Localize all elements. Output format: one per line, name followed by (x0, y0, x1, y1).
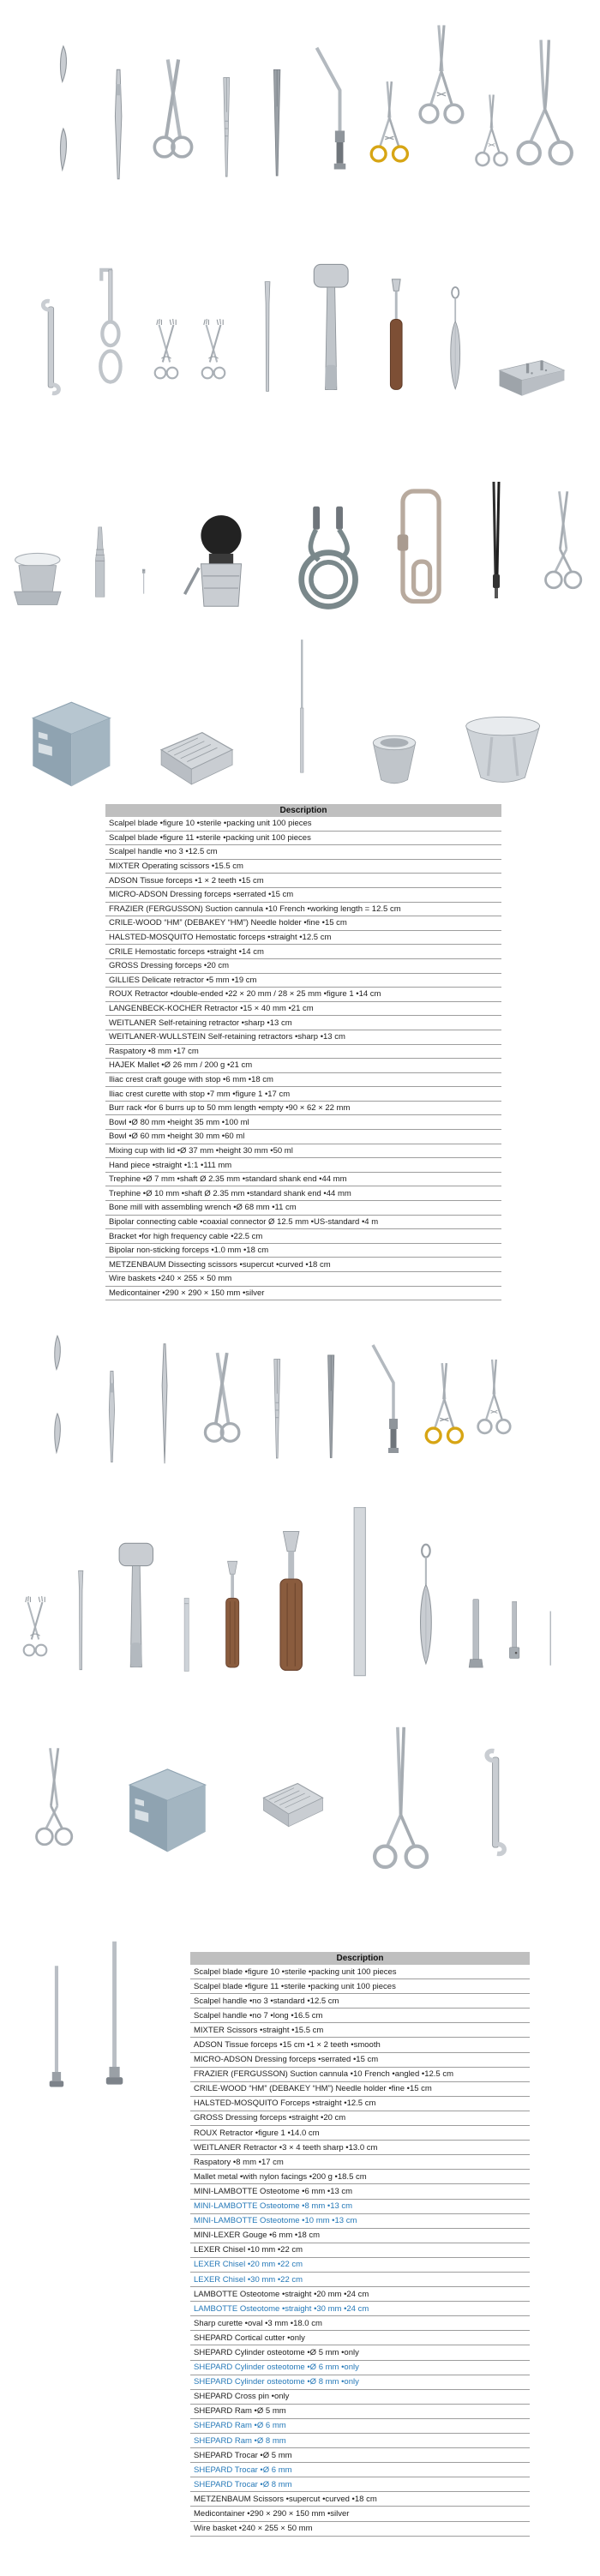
instrument-photo-row-6 (17, 1496, 566, 1680)
pin-rod-image (536, 1601, 566, 1680)
table-row: SHEPARD Cylinder osteotome •Ø 6 mm •only (190, 2361, 530, 2375)
medicontainer-image (118, 1751, 217, 1854)
table-row: ROUX Retractor •double-ended •22 × 20 mm / 28 × 25 mm •figure 1 •14 cm (105, 988, 501, 1002)
table-row: Scalpel blade •figure 11 •sterile •packing unit 100 pieces (190, 1979, 530, 1994)
table-row: Trephine •Ø 7 mm •shaft Ø 2.35 mm •standard shank end •44 mm (105, 1173, 501, 1187)
table-row: Bipolar non-sticking forceps •1.0 mm •18 cm (105, 1244, 501, 1258)
table-row: METZENBAUM Scissors •supercut •curved •18 cm (190, 2492, 530, 2507)
table-row: MINI-LAMBOTTE Osteotome •10 mm •13 cm (190, 2214, 530, 2229)
needle-holder-gold-image (368, 73, 411, 189)
scalpel-blades-image (34, 39, 91, 189)
osteotome-small-image (208, 1552, 256, 1680)
scalpel-handle-image (94, 60, 142, 189)
table-row: SHEPARD Trocar •Ø 8 mm (190, 2477, 530, 2492)
table-row: CRILE-WOOD “HM” (DEBAKEY “HM”) Needle holder •fine •15 cm (105, 916, 501, 931)
table-row: Iliac crest curette with stop •7 mm •figure 1 •17 cm (105, 1087, 501, 1102)
table-row: LEXER Chisel •30 mm •22 cm (190, 2273, 530, 2287)
mixing-cup-image (9, 549, 67, 610)
table-row: Scalpel handle •no 3 •standard •12.5 cm (190, 1994, 530, 2009)
trocar-rod-image (83, 1933, 146, 2100)
chisel-long-image (326, 1498, 394, 1680)
table-row: HALSTED-MOSQUITO Forceps •straight •12.5 cm (190, 2097, 530, 2111)
hemostat-image (474, 1350, 514, 1457)
table-row: Bipolar connecting cable •coaxial connector Ø 12.5 mm •US-standard •4 m (105, 1216, 501, 1230)
table-row: SHEPARD Cylinder osteotome •Ø 8 mm •only (190, 2375, 530, 2390)
roux-retractor-image (472, 1740, 519, 1864)
table-row: FRAZIER (FERGUSSON) Suction cannula •10 French •working length = 12.5 cm (105, 903, 501, 917)
table-row: MICRO-ADSON Dressing forceps •serrated •15 cm (105, 888, 501, 903)
table-1-header: Description (105, 804, 501, 817)
table-row: Scalpel blade •figure 11 •sterile •packing unit 100 pieces (105, 832, 501, 846)
table-row: SHEPARD Ram •Ø 5 mm (190, 2405, 530, 2419)
table-row: GROSS Dressing forceps •straight •20 cm (190, 2111, 530, 2126)
weitlaner-retractor-image (17, 1584, 53, 1680)
table-row: Burr rack •for 6 burrs up to 50 mm length •empty •90 × 62 × 22 mm (105, 1102, 501, 1116)
wire-basket-image (153, 722, 241, 789)
trocar-rod-image (30, 1959, 83, 2100)
wire-basket-image (256, 1774, 330, 1830)
table-row: WEITLANER-WULLSTEIN Self-retaining retractors •sharp •13 cm (105, 1030, 501, 1045)
table-row: GROSS Dressing forceps •20 cm (105, 959, 501, 974)
table-row: Scalpel blade •figure 10 •sterile •packing unit 100 pieces (105, 817, 501, 832)
table-row: Scalpel handle •no 7 •long •16.5 cm (190, 2009, 530, 2023)
table-row: Raspatory •8 mm •17 cm (105, 1045, 501, 1060)
table-row: SHEPARD Ram •Ø 6 mm (190, 2419, 530, 2434)
table-row: Iliac crest craft gouge with stop •6 mm •18 cm (105, 1073, 501, 1088)
table-row: ROUX Retractor •figure 1 •14.0 cm (190, 2126, 530, 2141)
bone-mill-image (171, 509, 272, 610)
table-row: Medicontainer •290 × 290 × 150 mm •silver (105, 1287, 501, 1301)
table-row: MINI-LAMBOTTE Osteotome •8 mm •13 cm (190, 2200, 530, 2214)
table-row: MIXTER Operating scissors •15.5 cm (105, 860, 501, 874)
table-row: WEITLANER Self-retaining retractor •sharp •13 cm (105, 1016, 501, 1030)
mallet-image (303, 251, 359, 403)
table-row: WEITLANER Retractor •3 × 4 teeth sharp •13.0 cm (190, 2141, 530, 2155)
weitlaner-retractor-image (195, 307, 231, 403)
table-row: Mallet metal •with nylon facings •200 g •18.5 cm (190, 2170, 530, 2184)
description-table-2 (190, 1952, 530, 2537)
instrument-photo-row-5 (30, 1329, 514, 1470)
table-row: LEXER Chisel •20 mm •22 cm (190, 2258, 530, 2273)
table-row: MICRO-ADSON Dressing forceps •serrated •15 cm (190, 2053, 530, 2068)
curette-steel-image (399, 1534, 453, 1680)
table-row: Bracket •for high frequency cable •22.5 cm (105, 1229, 501, 1244)
operating-scissors-image (198, 1342, 246, 1470)
table-row: SHEPARD Trocar •Ø 6 mm (190, 2463, 530, 2477)
table-row: LAMBOTTE Osteotome •straight •20 mm •24 cm (190, 2287, 530, 2302)
table-row: HALSTED-MOSQUITO Hemostatic forceps •straight •12.5 cm (105, 931, 501, 946)
raspatory-image (58, 1560, 104, 1680)
table-row: Hand piece •straight •1:1 •111 mm (105, 1158, 501, 1173)
instrument-photo-row-3 (9, 471, 587, 610)
table-row: METZENBAUM Dissecting scissors •supercut •curved •18 cm (105, 1258, 501, 1272)
cable-bracket-image (387, 475, 454, 610)
table-row: SHEPARD Cortical cutter •only (190, 2331, 530, 2345)
adson-forceps-image (204, 69, 249, 189)
table-row: GILLIES Delicate retractor •5 mm •19 cm (105, 974, 501, 988)
table-row: Bone mill with assembling wrench •Ø 68 mm •11 cm (105, 1201, 501, 1216)
table-row: Bowl •Ø 60 mm •height 30 mm •60 ml (105, 1130, 501, 1144)
suction-cannula-image (363, 1333, 414, 1470)
needle-holder-gold-image (423, 1354, 466, 1470)
metzenbaum-scissors-image (30, 1738, 78, 1867)
cylinder-osteotome-image (459, 1588, 494, 1680)
mallet-image (108, 1530, 165, 1680)
cylinder-hub-image (498, 1593, 531, 1680)
table-row: CRILE Hemostatic forceps •straight •14 cm (105, 945, 501, 959)
probe-rod-image (272, 627, 333, 789)
hemostat-image (472, 86, 511, 189)
table-row: Medicontainer •290 × 290 × 150 mm •silver (190, 2507, 530, 2521)
bowl-image (363, 730, 425, 789)
instrument-photo-row-1 (34, 13, 574, 189)
table-row: MINI-LEXER Gouge •6 mm •18 cm (190, 2229, 530, 2243)
operating-scissors-image (147, 47, 200, 189)
suction-cannula-image (305, 34, 363, 189)
forceps-long-image (515, 30, 574, 189)
hemostat-long-image (369, 1719, 432, 1886)
langenbeck-retractor-image (83, 257, 138, 403)
trephine-image (134, 557, 153, 610)
osteotome-large-image (261, 1522, 321, 1680)
table-row: SHEPARD Cylinder osteotome •Ø 5 mm •only (190, 2345, 530, 2360)
table-row: Wire basket •240 × 255 × 50 mm (190, 2522, 530, 2537)
micro-adson-forceps-image (308, 1346, 354, 1470)
description-table-1 (105, 804, 501, 1300)
table-row: Trephine •Ø 10 mm •shaft Ø 2.35 mm •standard shank end •44 mm (105, 1186, 501, 1201)
bowl-large-image (457, 713, 549, 789)
raspatory-image (243, 270, 292, 403)
gouge-wood-image (371, 269, 422, 403)
burr-rack-image (489, 346, 574, 403)
instrument-photo-row-4 (21, 650, 549, 789)
instrument-photo-row-8 (30, 1929, 129, 2100)
table-row: SHEPARD Ram •Ø 8 mm (190, 2434, 530, 2448)
roux-retractor-image (30, 291, 72, 403)
table-row: Scalpel handle •no 3 •12.5 cm (105, 845, 501, 860)
scalpel-handle-image (92, 1363, 132, 1470)
bipolar-cable-image (288, 501, 369, 610)
instrument-photo-row-2 (30, 249, 574, 403)
table-2-body (190, 1965, 530, 2537)
handpiece-image (83, 520, 117, 610)
medicontainer-image (21, 684, 122, 789)
table-2-header: Description (190, 1952, 530, 1965)
curette-steel-image (432, 279, 478, 403)
table-row: SHEPARD Cross pin •only (190, 2390, 530, 2405)
metzenbaum-scissors-image (539, 482, 587, 610)
table-row: LEXER Chisel •10 mm •22 cm (190, 2243, 530, 2258)
table-row: SHEPARD Trocar •Ø 5 mm (190, 2448, 530, 2463)
table-row: Sharp curette •oval •3 mm •18.0 cm (190, 2316, 530, 2331)
table-row: MINI-LAMBOTTE Osteotome •6 mm •13 cm (190, 2184, 530, 2199)
table-row: Raspatory •8 mm •17 cm (190, 2155, 530, 2170)
table-row: HAJEK Mallet •Ø 26 mm / 200 g •21 cm (105, 1059, 501, 1073)
instrument-photo-row-7 (30, 1706, 519, 1899)
table-row: Bowl •Ø 80 mm •height 35 mm •100 ml (105, 1115, 501, 1130)
scalpel-handle-long-image (140, 1337, 189, 1470)
table-row: ADSON Tissue forceps •15 cm •1 × 2 teeth •smooth (190, 2038, 530, 2052)
table-row: Wire baskets •240 × 255 × 50 mm (105, 1272, 501, 1287)
table-row: CRILE-WOOD “HM” (DEBAKEY “HM”) Needle holder •fine •15 cm (190, 2082, 530, 2097)
table-row: ADSON Tissue forceps •1 × 2 teeth •15 cm (105, 874, 501, 888)
table-1-body (105, 817, 501, 1300)
weitlaner-retractor-image (148, 307, 184, 403)
table-row: MIXTER Scissors •straight •15.5 cm (190, 2023, 530, 2038)
hemostat-image (415, 13, 468, 154)
table-row: Scalpel blade •figure 10 •sterile •packing unit 100 pieces (190, 1965, 530, 1979)
bipolar-forceps-image (471, 473, 522, 610)
chisel-image (170, 1590, 203, 1680)
micro-adson-forceps-image (253, 60, 301, 189)
scalpel-blades-image (30, 1329, 83, 1470)
table-row: Mixing cup with lid •Ø 37 mm •height 30 mm •50 ml (105, 1144, 501, 1159)
table-row: LANGENBECK-KOCHER Retractor •15 × 40 mm •21 cm (105, 1002, 501, 1017)
table-row: FRAZIER (FERGUSSON) Suction cannula •10 French •angled •12.5 cm (190, 2068, 530, 2082)
adson-forceps-image (255, 1350, 300, 1470)
table-row: LAMBOTTE Osteotome •straight •30 mm •24 cm (190, 2302, 530, 2316)
